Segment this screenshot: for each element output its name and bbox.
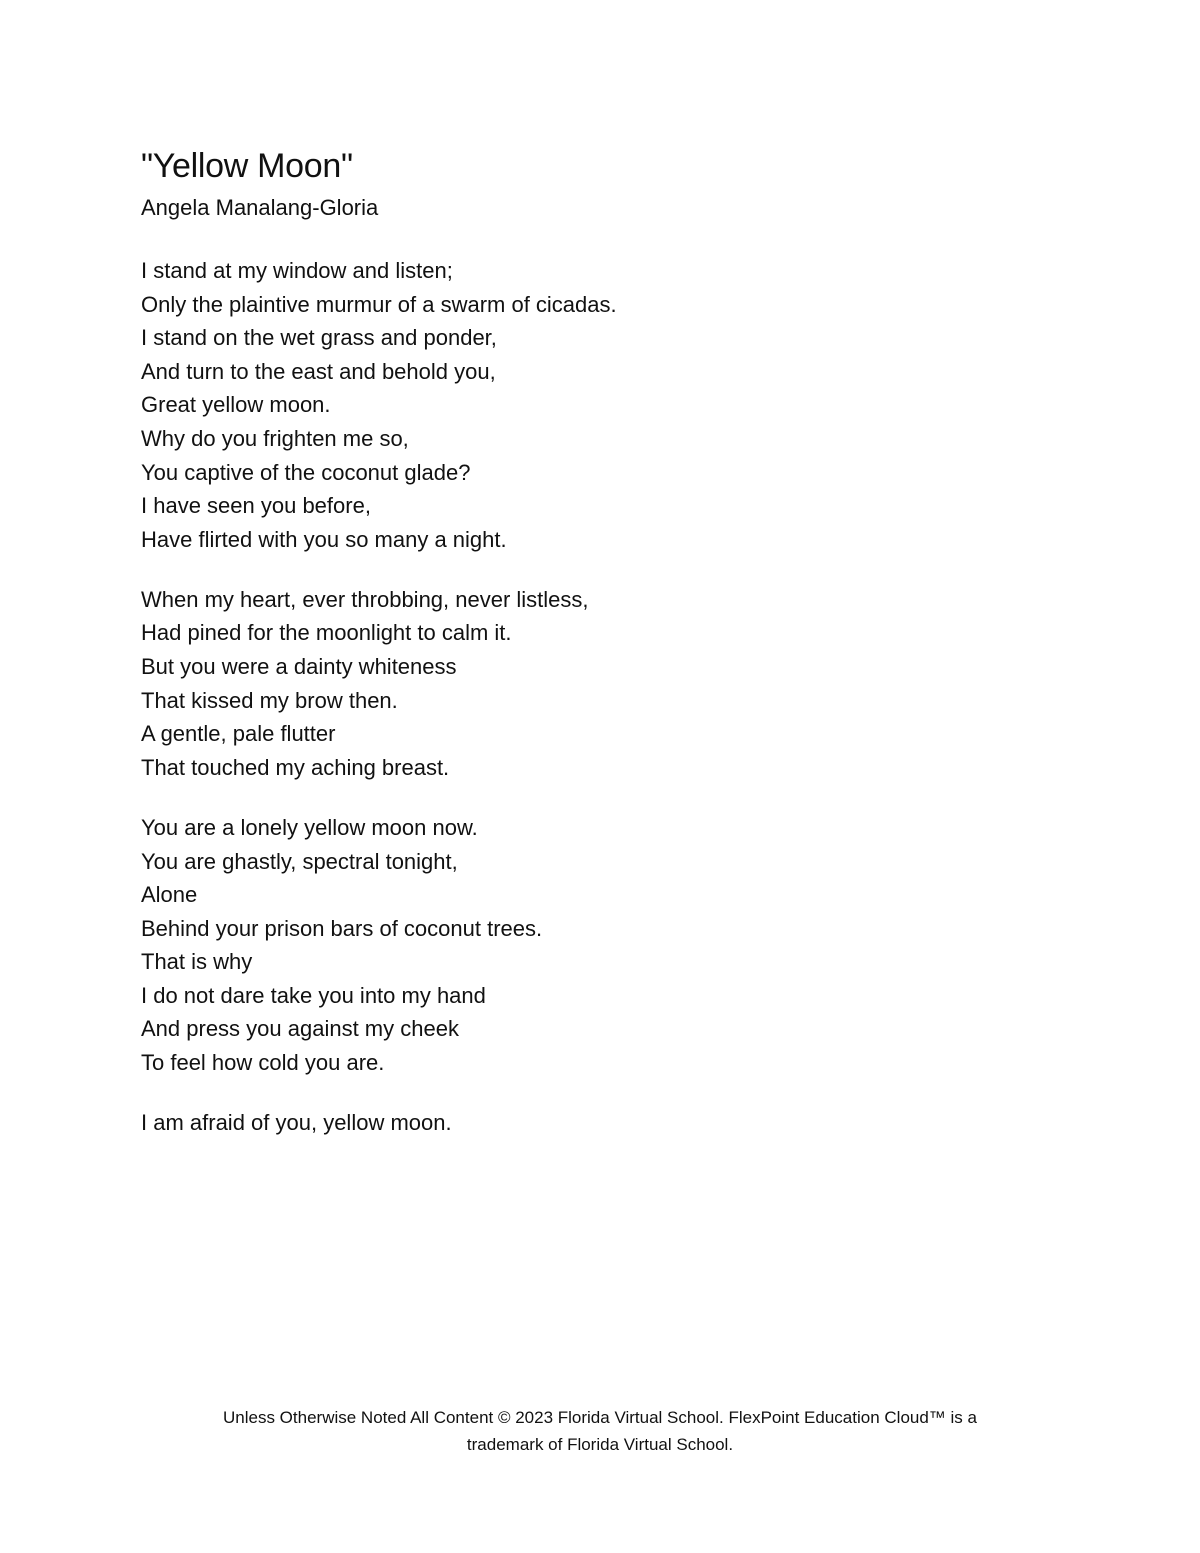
poem-line: That is why bbox=[141, 949, 253, 975]
poem-line: That touched my aching breast. bbox=[141, 754, 450, 780]
poem-line: Alone bbox=[141, 882, 198, 908]
poem-line: Have flirted with you so many a night. bbox=[141, 526, 507, 552]
footer-line-2: trademark of Florida Virtual School. bbox=[466, 1435, 734, 1454]
poem-line: And press you against my cheek bbox=[141, 1016, 459, 1042]
copyright-footer bbox=[150, 1404, 1050, 1458]
stanza-4 bbox=[141, 1106, 1081, 1140]
poem-line: I stand on the wet grass and ponder, bbox=[141, 325, 497, 351]
poem-line: But you were a dainty whiteness bbox=[141, 654, 457, 680]
poem-line: That kissed my brow then. bbox=[141, 687, 398, 713]
poem-line: You are ghastly, spectral tonight, bbox=[141, 848, 458, 874]
stanza-2 bbox=[141, 583, 1081, 785]
footer-line-1: Unless Otherwise Noted All Content © 2023 Florida Virtual School. FlexPoint Education Cloud™ is a bbox=[223, 1408, 977, 1427]
poem-line: I am afraid of you, yellow moon. bbox=[141, 1110, 452, 1136]
poem-line: You are a lonely yellow moon now. bbox=[141, 814, 478, 840]
poem-line: I stand at my window and listen; bbox=[141, 258, 453, 283]
poem-line: And turn to the east and behold you, bbox=[141, 358, 496, 384]
poem-line: To feel how cold you are. bbox=[141, 1050, 385, 1076]
poem-line: A gentle, pale flutter bbox=[141, 721, 336, 747]
poem-author: Angela Manalang-Gloria bbox=[141, 195, 379, 220]
stanza-1 bbox=[141, 254, 1081, 556]
poem-line: Behind your prison bars of coconut trees. bbox=[141, 915, 543, 941]
poem-content bbox=[141, 146, 1081, 1166]
stanza-3 bbox=[141, 811, 1081, 1080]
poem-line: Had pined for the moonlight to calm it. bbox=[141, 620, 512, 646]
poem-line: You captive of the coconut glade? bbox=[141, 459, 471, 485]
poem-line: Only the plaintive murmur of a swarm of cicadas. bbox=[141, 291, 617, 317]
poem-line: Great yellow moon. bbox=[141, 392, 331, 418]
poem-line: I have seen you before, bbox=[141, 493, 371, 519]
poem-line: When my heart, ever throbbing, never listless, bbox=[141, 586, 589, 612]
poem-title: "Yellow Moon" bbox=[141, 147, 353, 185]
poem-body bbox=[141, 254, 1081, 1140]
poem-line: Why do you frighten me so, bbox=[141, 425, 409, 451]
poem-line: I do not dare take you into my hand bbox=[141, 982, 486, 1008]
